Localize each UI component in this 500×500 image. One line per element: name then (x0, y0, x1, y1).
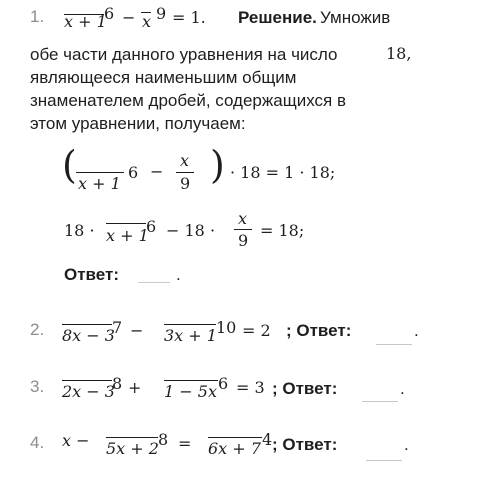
text-line: обе части данного уравнения на число (30, 45, 338, 64)
math-denominator: x + 1 (106, 226, 149, 245)
answer-end: . (414, 321, 419, 340)
problem-number: 3. (30, 377, 45, 396)
math-value: 6 (128, 163, 139, 182)
math-number: 18, (386, 44, 412, 63)
math-denominator: 6x + 7 (208, 439, 261, 458)
math-denominator: 8x − 3 (62, 326, 115, 345)
math-value: 9 (156, 4, 167, 23)
math-operator: + (128, 378, 142, 397)
answer-label: ; Ответ: (272, 379, 338, 398)
math-denominator: x + 1 (64, 12, 107, 31)
answer-end: . (400, 379, 405, 398)
answer-blank[interactable] (366, 460, 402, 461)
answer-blank[interactable] (362, 401, 398, 402)
math-value: 6 (218, 374, 229, 393)
answer-label: ; Ответ: (272, 435, 338, 454)
math-denominator: 9 (180, 174, 191, 193)
math-value: 4 (262, 430, 273, 449)
math-equation-rhs: = 2 (242, 321, 271, 340)
math-denominator: 5x + 2 (106, 439, 159, 458)
text-line: являющееся наименьшим общим (30, 68, 297, 87)
math-operator: − (130, 321, 144, 340)
problem-number: 4. (30, 433, 45, 452)
math-value: 8 (158, 430, 169, 449)
math-operator: − (122, 8, 136, 27)
left-paren: ( (62, 143, 77, 187)
problem-number: 1. (30, 7, 45, 26)
answer-label: Ответ: (64, 265, 119, 284)
overline (62, 324, 112, 325)
math-value: 6 (146, 217, 157, 236)
overline (208, 437, 262, 438)
answer-blank[interactable] (138, 282, 170, 283)
math-denominator: 1 − 5x (164, 382, 217, 401)
math-lead: x − (62, 431, 90, 450)
answer-label: ; Ответ: (286, 321, 352, 340)
math-operator: = (178, 434, 192, 453)
answer-blank[interactable] (376, 344, 412, 345)
math-operator: − 18 · (166, 221, 216, 240)
text-line: знаменателем дробей, содержащихся в (30, 91, 346, 110)
solution-label: Решение. (238, 8, 317, 27)
math-equation-rhs: = 3 (236, 378, 265, 397)
math-equation-rhs: = 18; (260, 221, 305, 240)
math-lead: 18 · (64, 221, 95, 240)
fraction-line (234, 229, 252, 230)
overline (164, 324, 216, 325)
math-operator: − (150, 162, 164, 181)
math-value: 6 (104, 4, 115, 23)
math-denominator: x (142, 12, 152, 31)
math-equation-rhs: · 18 = 1 · 18; (230, 163, 336, 182)
text-line: этом уравнении, получаем: (30, 114, 246, 133)
problem-number: 2. (30, 320, 45, 339)
math-denominator: 2x − 3 (62, 382, 115, 401)
math-denominator: 3x + 1 (164, 326, 217, 345)
overline (62, 380, 112, 381)
math-equation-rhs: = 1. (172, 8, 206, 27)
fraction-line (176, 172, 194, 173)
math-value: 10 (216, 318, 237, 337)
overline (106, 223, 146, 224)
overline (164, 380, 218, 381)
math-numerator: x (180, 151, 190, 170)
math-denominator: x + 1 (78, 174, 121, 193)
right-paren: ) (210, 143, 225, 187)
math-value: 7 (112, 318, 123, 337)
answer-end: . (404, 435, 409, 454)
solution-text: Умножив (320, 8, 391, 27)
math-denominator: 9 (238, 231, 249, 250)
math-value: 8 (112, 374, 123, 393)
fraction-line (76, 172, 124, 173)
math-numerator: x (238, 209, 248, 228)
overline (106, 437, 158, 438)
answer-end: . (176, 265, 181, 284)
